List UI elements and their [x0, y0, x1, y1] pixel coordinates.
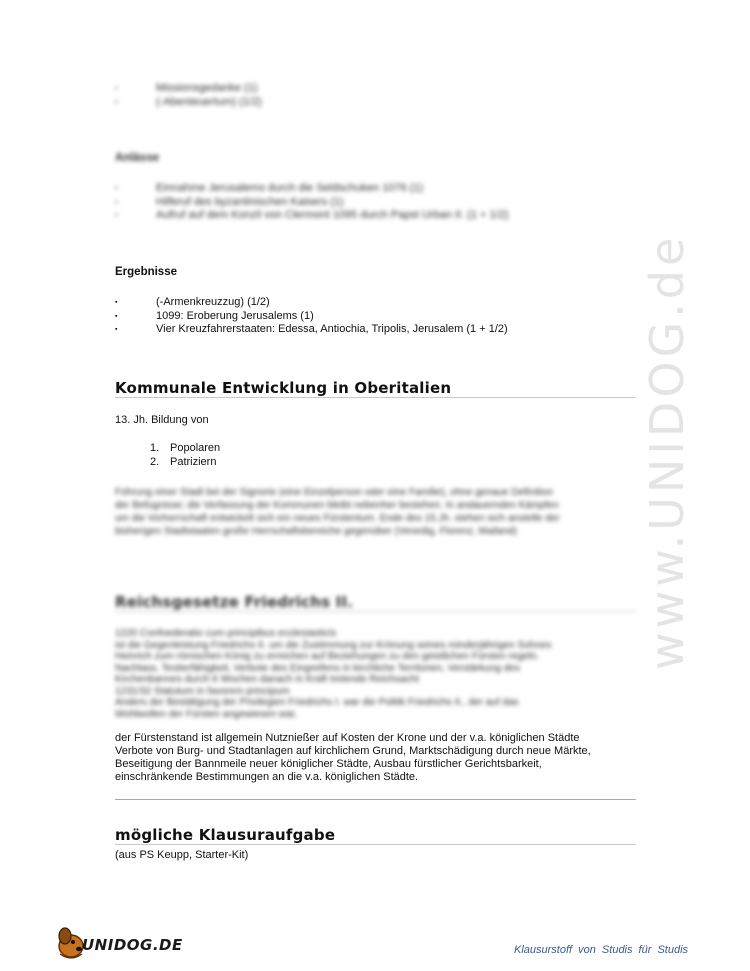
bullet-icon: ▪ [115, 185, 118, 192]
list-item: ▪ 1099: Eroberung Jerusalems (1) [115, 309, 314, 322]
footer-tagline: Klausurstoff von Studis für Studis [514, 944, 689, 956]
section-divider [115, 611, 636, 612]
kommunale-paragraph: Führung einer Stadt bei der Signorie (eine Einzelperson oder eine Familie), ohne genaue Definition der Befugnisse; die Verfassung der Kommunen bleibt nebenher bestehen. In andauernden Kämpfen um die Vorherrschaft entwickelt sich ein neues Fürstentum. Ende des 15.Jh. stehen sich anstelle der bisherigen Stadtstaaten große Herrschaftsbereiche gegenüber (Venedig, Florenz, Mailand) [115, 487, 560, 537]
list-item: ▪ Aufruf auf dem Konzil von Clermont 1095 durch Papst Urban II. (1 + 1/2) [115, 209, 509, 222]
section-divider [115, 397, 636, 398]
reichsgesetze-clear-text: der Fürstenstand ist allgemein Nutznießer auf Kosten der Krone und der v.a. königlichen Städte Verbote von Burg- und Stadtanlagen auf kirchlichem Grund, Marktschädigung durch neue Märkte, Beseitigung der Bannmeile neuer königlicher Städte, Ausbau fürstlicher Gerichtsbarkeit, einschränkende Bestimmungen an die v.a. königlichen Städte. [115, 732, 591, 783]
bullet-icon: ▪ [115, 212, 118, 220]
ergebnisse-list [115, 296, 635, 337]
section-divider [115, 844, 636, 845]
kommunale-heading: Kommunale Entwicklung in Oberitalien [115, 379, 452, 397]
bullet-icon: ▪ [115, 312, 118, 320]
reichsgesetze-blurred-text: 1220 Confoederatio cum principibus ecclesiasticis ist die Gegenleistung Friedrichs II. um die Zustimmung zur Krönung seines minderjährigen Sohnes Heinrich zum römischen König zu erreichen auf Beziehungen zu den geistlichen Fürsten regeln. Nachlass, Testierfähigkeit, Verbote des Eingreifens in kirchliche Territorien, Verstärkung des Kirchenbannes durch 6 Wochen danach in Kraft tretende Reichsacht 1231/32 Statutum in favorem principum Anders der Bestätigung der Privilegien Friedrichs I. war die Politik Friedrichs II., der auf das Wohlwollen der Fürsten angewiesen war, [115, 628, 552, 720]
list-item: ▪ Missionsgedanke (1) [115, 82, 258, 94]
list-item: ▪ (-Abenteuertum) (1/2) [115, 95, 262, 108]
kommunale-intro: 13. Jh. Bildung von [115, 414, 209, 426]
bullet-icon: ▪ [115, 326, 118, 334]
list-item: ▪ (-Armenkreuzzug) (1/2) [115, 296, 270, 308]
bullet-icon: ▪ [115, 198, 118, 206]
list-item: 1. Popolaren [150, 442, 221, 454]
list-item: ▪ Vier Kreuzfahrerstaaten: Edessa, Antiochia, Tripolis, Jerusalem (1 + 1/2) [115, 323, 508, 336]
klausur-heading: mögliche Klausuraufgabe [115, 826, 336, 844]
list-item: ▪ Hilferuf des byzantinischen Kaisers (1) [115, 195, 344, 208]
list-item: ▪ Einnahme Jerusalems durch die Seldschuken 1076 (1) [115, 182, 424, 194]
unidog-logo [54, 924, 183, 960]
watermark: www.UNIDOG.de [640, 233, 694, 670]
top-bullet-list [115, 82, 615, 109]
ergebnisse-heading: Ergebnisse [115, 266, 177, 278]
bullet-icon: ▪ [115, 85, 118, 92]
kommunale-numbered-list [150, 442, 350, 469]
anlaesse-list [115, 182, 635, 223]
anlaesse-heading: Anlässe [115, 152, 160, 164]
bullet-icon: ▪ [115, 98, 118, 106]
reichsgesetze-heading: Reichsgesetze Friedrichs II. [115, 593, 354, 611]
list-item: 2. Patriziern [150, 455, 217, 468]
section-divider [115, 799, 636, 800]
klausur-subtitle: (aus PS Keupp, Starter-Kit) [115, 849, 249, 861]
logo-wordmark: UNIDOG.DE [82, 936, 183, 954]
bullet-icon: ▪ [115, 299, 118, 306]
